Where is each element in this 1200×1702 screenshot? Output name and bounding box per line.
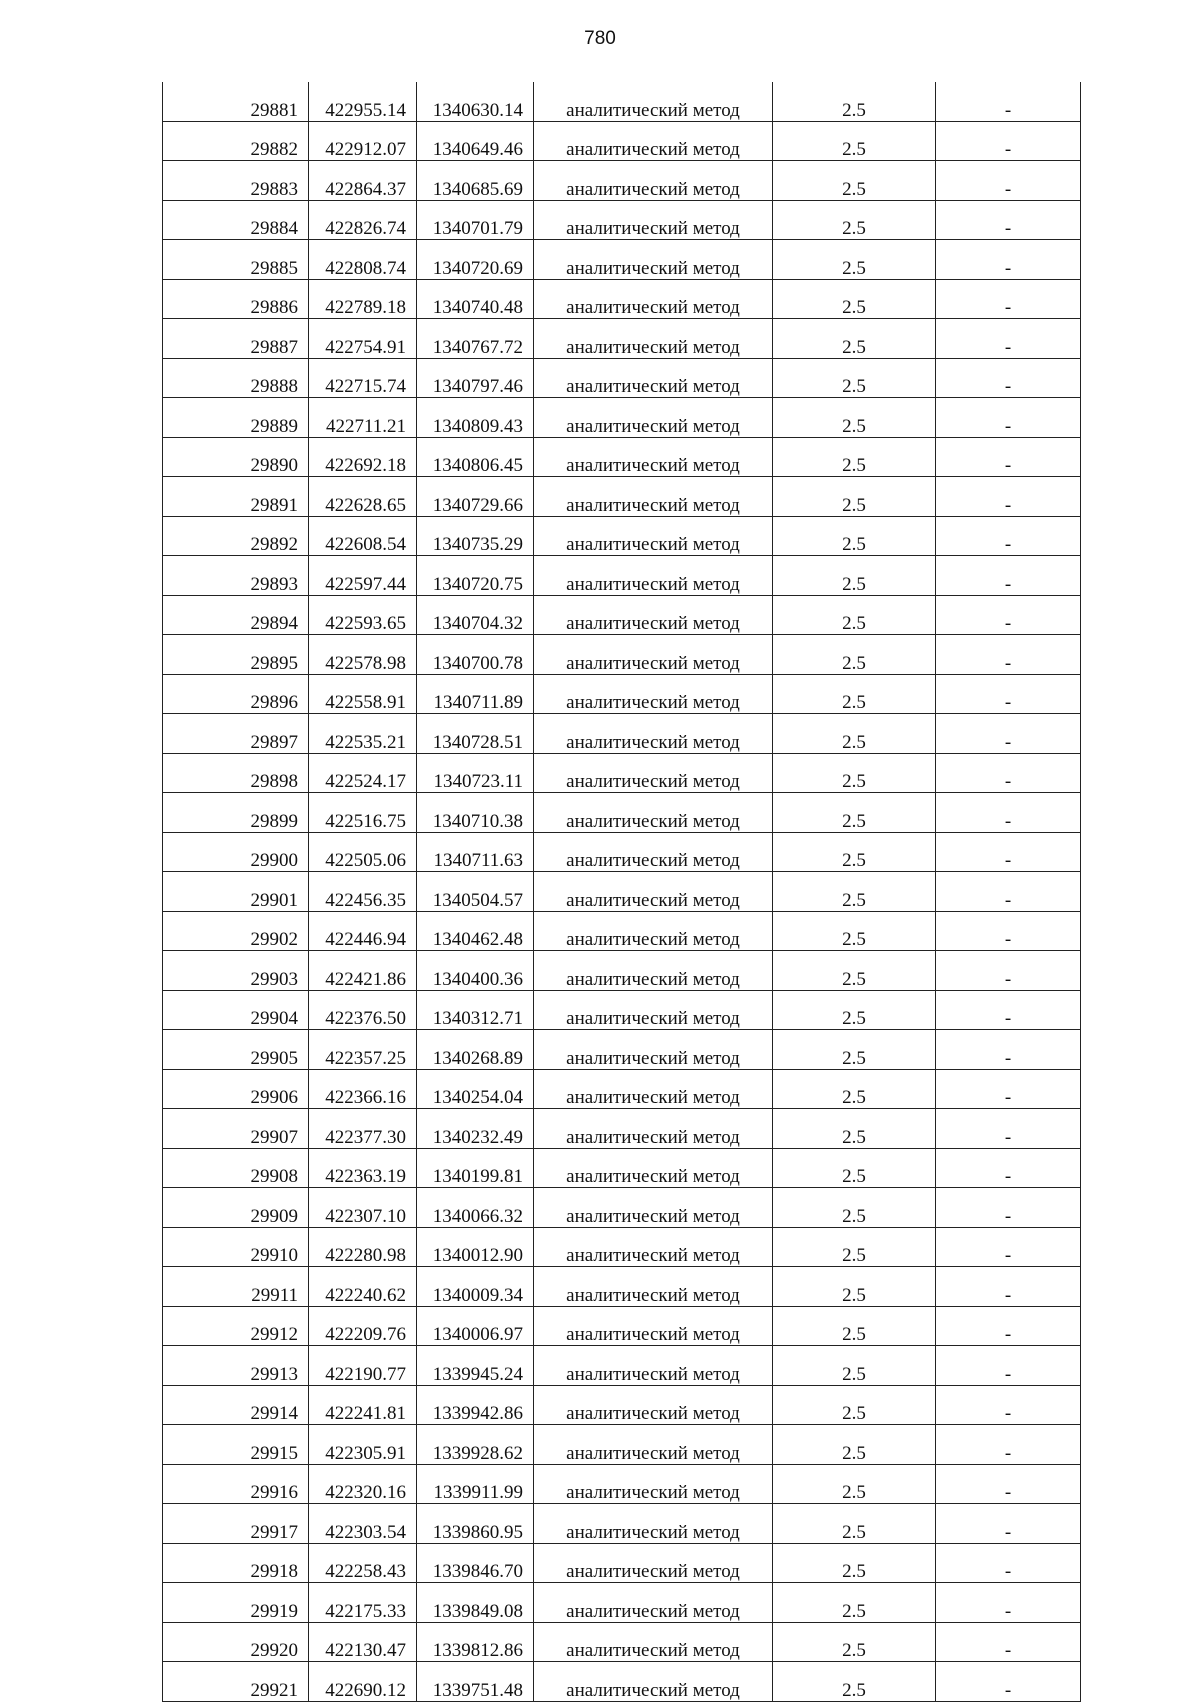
table-row: [163, 1267, 1081, 1307]
method-cell: аналитический метод: [534, 1346, 773, 1386]
accuracy-cell: 2.5: [773, 319, 936, 359]
point-number-cell: 29902: [163, 911, 309, 951]
y-coordinate-cell: 1340797.46: [417, 358, 534, 398]
accuracy-cell: 2.5: [773, 990, 936, 1030]
y-coordinate-cell: 1339942.86: [417, 1385, 534, 1425]
x-coordinate-cell: 422628.65: [309, 477, 417, 517]
table-row: [163, 121, 1081, 161]
x-coordinate-cell: 422578.98: [309, 635, 417, 675]
table-row: [163, 793, 1081, 833]
description-cell: -: [936, 990, 1081, 1030]
accuracy-cell: 2.5: [773, 1464, 936, 1504]
method-cell: аналитический метод: [534, 1188, 773, 1228]
point-number-cell: 29892: [163, 516, 309, 556]
accuracy-cell: 2.5: [773, 674, 936, 714]
description-cell: -: [936, 477, 1081, 517]
x-coordinate-cell: 422190.77: [309, 1346, 417, 1386]
accuracy-cell: 2.5: [773, 951, 936, 991]
x-coordinate-cell: 422456.35: [309, 872, 417, 912]
table-row: [163, 1346, 1081, 1386]
point-number-cell: 29890: [163, 437, 309, 477]
y-coordinate-cell: 1340232.49: [417, 1109, 534, 1149]
x-coordinate-cell: 422955.14: [309, 82, 417, 121]
method-cell: аналитический метод: [534, 793, 773, 833]
y-coordinate-cell: 1340630.14: [417, 82, 534, 121]
x-coordinate-cell: 422593.65: [309, 595, 417, 635]
x-coordinate-cell: 422690.12: [309, 1662, 417, 1702]
page-number: 780: [584, 28, 616, 49]
description-cell: -: [936, 82, 1081, 121]
x-coordinate-cell: 422711.21: [309, 398, 417, 438]
table-row: [163, 516, 1081, 556]
y-coordinate-cell: 1340711.63: [417, 832, 534, 872]
method-cell: аналитический метод: [534, 1227, 773, 1267]
table-row: [163, 161, 1081, 201]
x-coordinate-cell: 422258.43: [309, 1543, 417, 1583]
y-coordinate-cell: 1340006.97: [417, 1306, 534, 1346]
method-cell: аналитический метод: [534, 1504, 773, 1544]
y-coordinate-cell: 1340767.72: [417, 319, 534, 359]
y-coordinate-cell: 1340400.36: [417, 951, 534, 991]
table-row: [163, 358, 1081, 398]
description-cell: -: [936, 753, 1081, 793]
point-number-cell: 29911: [163, 1267, 309, 1307]
point-number-cell: 29906: [163, 1069, 309, 1109]
y-coordinate-cell: 1340254.04: [417, 1069, 534, 1109]
method-cell: аналитический метод: [534, 1425, 773, 1465]
point-number-cell: 29916: [163, 1464, 309, 1504]
y-coordinate-cell: 1340735.29: [417, 516, 534, 556]
y-coordinate-cell: 1339945.24: [417, 1346, 534, 1386]
description-cell: -: [936, 1030, 1081, 1070]
y-coordinate-cell: 1339928.62: [417, 1425, 534, 1465]
method-cell: аналитический метод: [534, 714, 773, 754]
accuracy-cell: 2.5: [773, 1227, 936, 1267]
point-number-cell: 29898: [163, 753, 309, 793]
x-coordinate-cell: 422558.91: [309, 674, 417, 714]
accuracy-cell: 2.5: [773, 556, 936, 596]
accuracy-cell: 2.5: [773, 477, 936, 517]
accuracy-cell: 2.5: [773, 1504, 936, 1544]
y-coordinate-cell: 1340012.90: [417, 1227, 534, 1267]
y-coordinate-cell: 1340740.48: [417, 279, 534, 319]
point-number-cell: 29920: [163, 1622, 309, 1662]
y-coordinate-cell: 1340729.66: [417, 477, 534, 517]
accuracy-cell: 2.5: [773, 635, 936, 675]
accuracy-cell: 2.5: [773, 1306, 936, 1346]
y-coordinate-cell: 1340720.69: [417, 240, 534, 280]
y-coordinate-cell: 1339860.95: [417, 1504, 534, 1544]
method-cell: аналитический метод: [534, 1622, 773, 1662]
point-number-cell: 29900: [163, 832, 309, 872]
accuracy-cell: 2.5: [773, 279, 936, 319]
x-coordinate-cell: 422516.75: [309, 793, 417, 833]
description-cell: -: [936, 279, 1081, 319]
y-coordinate-cell: 1340009.34: [417, 1267, 534, 1307]
table-row: [163, 872, 1081, 912]
method-cell: аналитический метод: [534, 595, 773, 635]
table-row: [163, 319, 1081, 359]
accuracy-cell: 2.5: [773, 872, 936, 912]
table-row: [163, 477, 1081, 517]
y-coordinate-cell: 1339751.48: [417, 1662, 534, 1702]
point-number-cell: 29884: [163, 200, 309, 240]
x-coordinate-cell: 422240.62: [309, 1267, 417, 1307]
description-cell: -: [936, 674, 1081, 714]
table-row: [163, 832, 1081, 872]
description-cell: -: [936, 793, 1081, 833]
table-row: [163, 1504, 1081, 1544]
x-coordinate-cell: 422864.37: [309, 161, 417, 201]
x-coordinate-cell: 422305.91: [309, 1425, 417, 1465]
accuracy-cell: 2.5: [773, 595, 936, 635]
accuracy-cell: 2.5: [773, 1385, 936, 1425]
y-coordinate-cell: 1340462.48: [417, 911, 534, 951]
description-cell: -: [936, 1385, 1081, 1425]
y-coordinate-cell: 1340711.89: [417, 674, 534, 714]
description-cell: -: [936, 1069, 1081, 1109]
y-coordinate-cell: 1339846.70: [417, 1543, 534, 1583]
y-coordinate-cell: 1340809.43: [417, 398, 534, 438]
description-cell: -: [936, 240, 1081, 280]
x-coordinate-cell: 422320.16: [309, 1464, 417, 1504]
table-row: [163, 1109, 1081, 1149]
description-cell: -: [936, 714, 1081, 754]
accuracy-cell: 2.5: [773, 1267, 936, 1307]
description-cell: -: [936, 635, 1081, 675]
accuracy-cell: 2.5: [773, 398, 936, 438]
y-coordinate-cell: 1340268.89: [417, 1030, 534, 1070]
x-coordinate-cell: 422363.19: [309, 1148, 417, 1188]
description-cell: -: [936, 1543, 1081, 1583]
y-coordinate-cell: 1340704.32: [417, 595, 534, 635]
table-row: [163, 753, 1081, 793]
method-cell: аналитический метод: [534, 161, 773, 201]
point-number-cell: 29915: [163, 1425, 309, 1465]
point-number-cell: 29881: [163, 82, 309, 121]
method-cell: аналитический метод: [534, 1583, 773, 1623]
point-number-cell: 29903: [163, 951, 309, 991]
accuracy-cell: 2.5: [773, 753, 936, 793]
description-cell: -: [936, 1622, 1081, 1662]
accuracy-cell: 2.5: [773, 200, 936, 240]
accuracy-cell: 2.5: [773, 1069, 936, 1109]
coordinates-table: [162, 82, 1081, 1702]
y-coordinate-cell: 1339849.08: [417, 1583, 534, 1623]
method-cell: аналитический метод: [534, 1306, 773, 1346]
y-coordinate-cell: 1340504.57: [417, 872, 534, 912]
point-number-cell: 29893: [163, 556, 309, 596]
point-number-cell: 29894: [163, 595, 309, 635]
table-row: [163, 911, 1081, 951]
x-coordinate-cell: 422789.18: [309, 279, 417, 319]
point-number-cell: 29904: [163, 990, 309, 1030]
description-cell: -: [936, 872, 1081, 912]
table-row: [163, 437, 1081, 477]
point-number-cell: 29882: [163, 121, 309, 161]
point-number-cell: 29887: [163, 319, 309, 359]
method-cell: аналитический метод: [534, 200, 773, 240]
x-coordinate-cell: 422754.91: [309, 319, 417, 359]
method-cell: аналитический метод: [534, 990, 773, 1030]
method-cell: аналитический метод: [534, 516, 773, 556]
table-row: [163, 595, 1081, 635]
x-coordinate-cell: 422505.06: [309, 832, 417, 872]
table-row: [163, 82, 1081, 121]
method-cell: аналитический метод: [534, 398, 773, 438]
point-number-cell: 29912: [163, 1306, 309, 1346]
y-coordinate-cell: 1339812.86: [417, 1622, 534, 1662]
x-coordinate-cell: 422209.76: [309, 1306, 417, 1346]
description-cell: -: [936, 121, 1081, 161]
method-cell: аналитический метод: [534, 674, 773, 714]
point-number-cell: 29886: [163, 279, 309, 319]
point-number-cell: 29901: [163, 872, 309, 912]
description-cell: -: [936, 1188, 1081, 1228]
point-number-cell: 29918: [163, 1543, 309, 1583]
x-coordinate-cell: 422597.44: [309, 556, 417, 596]
point-number-cell: 29895: [163, 635, 309, 675]
method-cell: аналитический метод: [534, 1662, 773, 1702]
method-cell: аналитический метод: [534, 240, 773, 280]
method-cell: аналитический метод: [534, 1148, 773, 1188]
y-coordinate-cell: 1340710.38: [417, 793, 534, 833]
table-row: [163, 1583, 1081, 1623]
accuracy-cell: 2.5: [773, 437, 936, 477]
method-cell: аналитический метод: [534, 319, 773, 359]
point-number-cell: 29914: [163, 1385, 309, 1425]
description-cell: -: [936, 951, 1081, 991]
method-cell: аналитический метод: [534, 1543, 773, 1583]
accuracy-cell: 2.5: [773, 1622, 936, 1662]
method-cell: аналитический метод: [534, 951, 773, 991]
table-row: [163, 1188, 1081, 1228]
description-cell: -: [936, 1464, 1081, 1504]
method-cell: аналитический метод: [534, 911, 773, 951]
point-number-cell: 29885: [163, 240, 309, 280]
description-cell: -: [936, 1148, 1081, 1188]
coordinates-table-body: [163, 82, 1081, 1701]
point-number-cell: 29907: [163, 1109, 309, 1149]
method-cell: аналитический метод: [534, 477, 773, 517]
table-row: [163, 1227, 1081, 1267]
x-coordinate-cell: 422446.94: [309, 911, 417, 951]
x-coordinate-cell: 422808.74: [309, 240, 417, 280]
point-number-cell: 29883: [163, 161, 309, 201]
table-row: [163, 240, 1081, 280]
x-coordinate-cell: 422608.54: [309, 516, 417, 556]
table-row: [163, 714, 1081, 754]
description-cell: -: [936, 1306, 1081, 1346]
x-coordinate-cell: 422692.18: [309, 437, 417, 477]
table-row: [163, 1306, 1081, 1346]
y-coordinate-cell: 1340720.75: [417, 556, 534, 596]
point-number-cell: 29908: [163, 1148, 309, 1188]
point-number-cell: 29917: [163, 1504, 309, 1544]
accuracy-cell: 2.5: [773, 1109, 936, 1149]
x-coordinate-cell: 422421.86: [309, 951, 417, 991]
table-row: [163, 200, 1081, 240]
x-coordinate-cell: 422303.54: [309, 1504, 417, 1544]
y-coordinate-cell: 1340649.46: [417, 121, 534, 161]
method-cell: аналитический метод: [534, 1030, 773, 1070]
description-cell: -: [936, 398, 1081, 438]
y-coordinate-cell: 1340728.51: [417, 714, 534, 754]
y-coordinate-cell: 1340723.11: [417, 753, 534, 793]
description-cell: -: [936, 832, 1081, 872]
x-coordinate-cell: 422912.07: [309, 121, 417, 161]
method-cell: аналитический метод: [534, 1109, 773, 1149]
table-row: [163, 1425, 1081, 1465]
accuracy-cell: 2.5: [773, 121, 936, 161]
accuracy-cell: 2.5: [773, 1188, 936, 1228]
method-cell: аналитический метод: [534, 1267, 773, 1307]
table-row: [163, 398, 1081, 438]
y-coordinate-cell: 1340806.45: [417, 437, 534, 477]
description-cell: -: [936, 1504, 1081, 1544]
point-number-cell: 29921: [163, 1662, 309, 1702]
description-cell: -: [936, 1109, 1081, 1149]
x-coordinate-cell: 422357.25: [309, 1030, 417, 1070]
method-cell: аналитический метод: [534, 121, 773, 161]
method-cell: аналитический метод: [534, 358, 773, 398]
method-cell: аналитический метод: [534, 1464, 773, 1504]
method-cell: аналитический метод: [534, 832, 773, 872]
table-row: [163, 951, 1081, 991]
accuracy-cell: 2.5: [773, 832, 936, 872]
description-cell: -: [936, 556, 1081, 596]
y-coordinate-cell: 1340199.81: [417, 1148, 534, 1188]
accuracy-cell: 2.5: [773, 161, 936, 201]
y-coordinate-cell: 1340685.69: [417, 161, 534, 201]
table-row: [163, 1543, 1081, 1583]
point-number-cell: 29910: [163, 1227, 309, 1267]
point-number-cell: 29897: [163, 714, 309, 754]
accuracy-cell: 2.5: [773, 1346, 936, 1386]
description-cell: -: [936, 516, 1081, 556]
point-number-cell: 29905: [163, 1030, 309, 1070]
method-cell: аналитический метод: [534, 82, 773, 121]
description-cell: -: [936, 1346, 1081, 1386]
table-row: [163, 1464, 1081, 1504]
x-coordinate-cell: 422377.30: [309, 1109, 417, 1149]
description-cell: -: [936, 437, 1081, 477]
accuracy-cell: 2.5: [773, 911, 936, 951]
x-coordinate-cell: 422826.74: [309, 200, 417, 240]
point-number-cell: 29888: [163, 358, 309, 398]
accuracy-cell: 2.5: [773, 516, 936, 556]
y-coordinate-cell: 1340066.32: [417, 1188, 534, 1228]
point-number-cell: 29899: [163, 793, 309, 833]
table-row: [163, 990, 1081, 1030]
accuracy-cell: 2.5: [773, 1148, 936, 1188]
point-number-cell: 29896: [163, 674, 309, 714]
table-row: [163, 1069, 1081, 1109]
table-row: [163, 1662, 1081, 1702]
accuracy-cell: 2.5: [773, 1583, 936, 1623]
method-cell: аналитический метод: [534, 556, 773, 596]
accuracy-cell: 2.5: [773, 793, 936, 833]
x-coordinate-cell: 422715.74: [309, 358, 417, 398]
x-coordinate-cell: 422130.47: [309, 1622, 417, 1662]
x-coordinate-cell: 422366.16: [309, 1069, 417, 1109]
method-cell: аналитический метод: [534, 872, 773, 912]
accuracy-cell: 2.5: [773, 358, 936, 398]
description-cell: -: [936, 1227, 1081, 1267]
description-cell: -: [936, 595, 1081, 635]
table-row: [163, 1385, 1081, 1425]
table-row: [163, 1148, 1081, 1188]
x-coordinate-cell: 422307.10: [309, 1188, 417, 1228]
method-cell: аналитический метод: [534, 279, 773, 319]
description-cell: -: [936, 1583, 1081, 1623]
table-row: [163, 1622, 1081, 1662]
point-number-cell: 29891: [163, 477, 309, 517]
accuracy-cell: 2.5: [773, 240, 936, 280]
table-row: [163, 279, 1081, 319]
accuracy-cell: 2.5: [773, 1662, 936, 1702]
method-cell: аналитический метод: [534, 1385, 773, 1425]
accuracy-cell: 2.5: [773, 1030, 936, 1070]
x-coordinate-cell: 422376.50: [309, 990, 417, 1030]
x-coordinate-cell: 422280.98: [309, 1227, 417, 1267]
table-row: [163, 556, 1081, 596]
y-coordinate-cell: 1340701.79: [417, 200, 534, 240]
table-row: [163, 674, 1081, 714]
x-coordinate-cell: 422241.81: [309, 1385, 417, 1425]
y-coordinate-cell: 1340312.71: [417, 990, 534, 1030]
description-cell: -: [936, 358, 1081, 398]
point-number-cell: 29909: [163, 1188, 309, 1228]
accuracy-cell: 2.5: [773, 82, 936, 121]
point-number-cell: 29913: [163, 1346, 309, 1386]
description-cell: -: [936, 1662, 1081, 1702]
description-cell: -: [936, 319, 1081, 359]
point-number-cell: 29919: [163, 1583, 309, 1623]
description-cell: -: [936, 911, 1081, 951]
accuracy-cell: 2.5: [773, 714, 936, 754]
description-cell: -: [936, 1267, 1081, 1307]
description-cell: -: [936, 161, 1081, 201]
method-cell: аналитический метод: [534, 635, 773, 675]
x-coordinate-cell: 422535.21: [309, 714, 417, 754]
x-coordinate-cell: 422524.17: [309, 753, 417, 793]
y-coordinate-cell: 1339911.99: [417, 1464, 534, 1504]
point-number-cell: 29889: [163, 398, 309, 438]
accuracy-cell: 2.5: [773, 1543, 936, 1583]
method-cell: аналитический метод: [534, 437, 773, 477]
description-cell: -: [936, 200, 1081, 240]
method-cell: аналитический метод: [534, 1069, 773, 1109]
table-row: [163, 635, 1081, 675]
method-cell: аналитический метод: [534, 753, 773, 793]
x-coordinate-cell: 422175.33: [309, 1583, 417, 1623]
description-cell: -: [936, 1425, 1081, 1465]
y-coordinate-cell: 1340700.78: [417, 635, 534, 675]
table-row: [163, 1030, 1081, 1070]
accuracy-cell: 2.5: [773, 1425, 936, 1465]
